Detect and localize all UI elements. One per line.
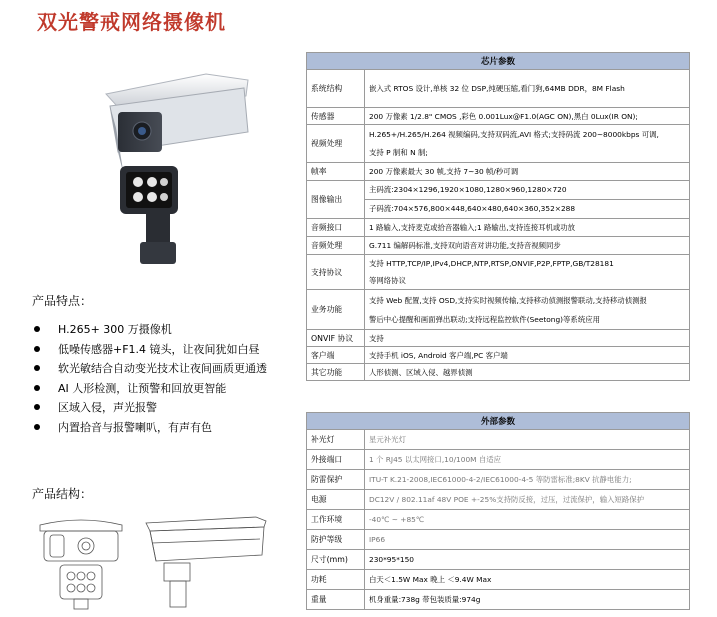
row-label: 尺寸(mm)	[307, 550, 365, 570]
chip-params-header: 芯片参数	[307, 53, 690, 70]
table-row	[307, 550, 690, 570]
structure-heading: 产品结构：	[32, 487, 93, 501]
page-title: 双光警戒网络摄像机	[37, 10, 226, 34]
feature-item: AI 人形检测，让预警和回放更智能	[34, 379, 267, 399]
feature-item: 区域入侵，声光报警	[34, 398, 267, 418]
table-row	[307, 330, 690, 347]
row-label: 重量	[307, 590, 365, 610]
feature-item: H.265+ 300 万摄像机	[34, 320, 267, 340]
table-row	[307, 364, 690, 381]
feature-item: 软光敏结合自动变光技术让夜间画质更通透	[34, 359, 267, 379]
table-row	[307, 530, 690, 550]
features-heading: 产品特点：	[32, 294, 93, 308]
row-label: 系统结构	[307, 70, 365, 108]
table-row	[307, 430, 690, 450]
bullet-icon	[34, 326, 40, 332]
table-row	[307, 570, 690, 590]
row-value: 支持 Web 配置,支持 OSD,支持实时视频传输,支持移动侦测报警联动,支持移动侦测报 警后中心提醒和画面弹出联动;支持远程监控软件(Seetong)等系统应用	[365, 290, 690, 330]
row-value: ITU-T K.21-2008,IEC61000-4-2/IEC61000-4-5 等防雷标准;8KV 抗静电能力;	[365, 470, 690, 490]
external-params-header: 外部参数	[307, 413, 690, 430]
row-value: G.711 编解码标准,支持双向语音对讲功能,支持音视频同步	[365, 237, 690, 255]
table-row	[307, 219, 690, 237]
row-label: 视频处理	[307, 125, 365, 163]
row-label: 音频处理	[307, 237, 365, 255]
row-value: 230*95*150	[365, 550, 690, 570]
table-row	[307, 163, 690, 181]
table-row	[307, 510, 690, 530]
table-header-row	[307, 53, 690, 70]
row-value: -40℃ ~ +85℃	[365, 510, 690, 530]
row-label: 帧率	[307, 163, 365, 181]
row-label: ONVIF 协议	[307, 330, 365, 347]
row-value: 1 路输入,支持麦克或拾音器输入;1 路输出,支持连接耳机或功放	[365, 219, 690, 237]
row-value: 支持手机 iOS, Android 客户端,PC 客户端	[365, 347, 690, 364]
row-value: 支持 HTTP,TCP/IP,IPv4,DHCP,NTP,RTSP,ONVIF,P2P,FPTP,GB/T28181 等网络协议	[365, 255, 690, 290]
row-value: DC12V / 802.11af 48V POE +-25%支持防反接，过压，过流保护，输入短路保护	[365, 490, 690, 510]
bullet-icon	[34, 346, 40, 352]
table-row	[307, 255, 690, 290]
row-label: 补光灯	[307, 430, 365, 450]
bullet-icon	[34, 404, 40, 410]
table-row	[307, 450, 690, 470]
row-label: 传感器	[307, 108, 365, 125]
row-value: 支持	[365, 330, 690, 347]
bullet-icon	[34, 365, 40, 371]
feature-item: 内置拾音与报警喇叭，有声有色	[34, 418, 267, 438]
row-label: 客户端	[307, 347, 365, 364]
row-label: 电源	[307, 490, 365, 510]
table-row	[307, 290, 690, 330]
camera-side-diagram	[144, 515, 269, 611]
table-row	[307, 181, 690, 219]
row-value: 200 万像素最大 30 帧,支持 7~30 帧/秒可调	[365, 163, 690, 181]
row-label: 外接端口	[307, 450, 365, 470]
table-row	[307, 125, 690, 163]
row-label: 防雷保护	[307, 470, 365, 490]
row-value: 星元补光灯	[365, 430, 690, 450]
row-label: 支持协议	[307, 255, 365, 290]
table-row	[307, 470, 690, 490]
row-value: 主码流:2304×1296,1920×1080,1280×960,1280×720 子码流:704×576,800×448,640×480,640×360,352×288	[365, 181, 690, 219]
row-value: 白天＜1.5W Max 晚上 ＜9.4W Max	[365, 570, 690, 590]
bullet-icon	[34, 385, 40, 391]
row-label: 图像输出	[307, 181, 365, 219]
table-row	[307, 347, 690, 364]
row-value: H.265+/H.265/H.264 视频编码,支持双码流,AVI 格式;支持码流 200~8000kbps 可调, 支持 P 制和 N 制;	[365, 125, 690, 163]
table-row	[307, 70, 690, 108]
camera-product-image	[96, 66, 256, 276]
row-value: IP66	[365, 530, 690, 550]
table-row	[307, 108, 690, 125]
table-row	[307, 237, 690, 255]
row-label: 功耗	[307, 570, 365, 590]
feature-item: 低噪传感器+F1.4 镜头，让夜间犹如白昼	[34, 340, 267, 360]
row-value: 1 个 RJ45 以太网接口,10/100M 自适应	[365, 450, 690, 470]
row-value: 人形侦测、区域入侵、越界侦测	[365, 364, 690, 381]
row-value: 机身重量:738g 带包装质量:974g	[365, 590, 690, 610]
table-row	[307, 590, 690, 610]
camera-front-diagram	[36, 515, 126, 611]
chip-params-table	[306, 52, 690, 381]
bullet-icon	[34, 424, 40, 430]
row-value: 200 万像素 1/2.8" CMOS ,彩色 0.001Lux@F1.0(AGC ON),黑白 0Lux(IR ON);	[365, 108, 690, 125]
features-list	[34, 320, 267, 437]
external-params-table	[306, 412, 690, 610]
table-row	[307, 490, 690, 510]
row-label: 工作环境	[307, 510, 365, 530]
row-label: 其它功能	[307, 364, 365, 381]
table-header-row	[307, 413, 690, 430]
row-value: 嵌入式 RTOS 设计,单核 32 位 DSP,纯硬压缩,看门狗,64MB DDR，8M Flash	[365, 70, 690, 108]
row-label: 防护等级	[307, 530, 365, 550]
row-label: 音频接口	[307, 219, 365, 237]
row-label: 业务功能	[307, 290, 365, 330]
